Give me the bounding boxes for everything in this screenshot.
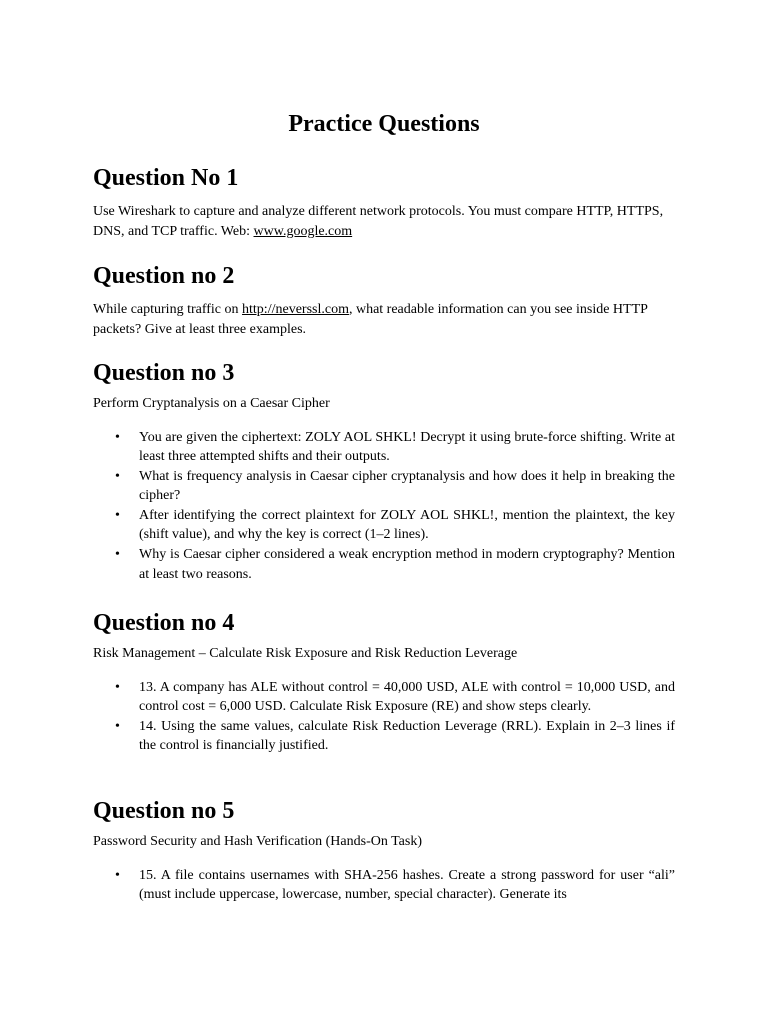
question-4-list — [93, 678, 675, 756]
question-3-list — [93, 428, 675, 585]
list-item — [93, 717, 675, 756]
bullet-icon: • — [115, 679, 120, 695]
question-3-heading: Question no 3 — [93, 360, 235, 386]
bullet-icon: • — [115, 547, 120, 563]
bullet-icon: • — [115, 867, 120, 883]
bullet-icon: • — [115, 468, 120, 484]
question-5-heading: Question no 5 — [93, 798, 235, 824]
list-item — [93, 467, 675, 506]
question-4-subtitle: Risk Management – Calculate Risk Exposure and Risk Reduction Leverage — [93, 646, 518, 661]
list-item — [93, 545, 675, 584]
question-2-text — [93, 300, 675, 339]
question-1-heading: Question No 1 — [93, 165, 239, 191]
question-3-subtitle: Perform Cryptanalysis on a Caesar Cipher — [93, 396, 330, 411]
question-1-text — [93, 202, 675, 241]
list-item — [93, 678, 675, 717]
list-item-text: What is frequency analysis in Caesar cipher cryptanalysis and how does it help in breaking the cipher? — [139, 468, 675, 504]
list-item — [93, 866, 675, 905]
question-1-text-main: Use Wireshark to capture and analyze different network protocols. You must compare HTTP, HTTPS, DNS, and TCP traffic. Web: — [93, 204, 664, 239]
list-item-text: Why is Caesar cipher considered a weak encryption method in modern cryptography? Mention at least two reasons. — [139, 547, 675, 582]
question-5-section — [93, 796, 675, 905]
list-item-text: 13. A company has ALE without control = 40,000 USD, ALE with control = 10,000 USD, and control cost = 6,000 USD. Calculate Risk Exposure (RE) and show steps clearly. — [139, 679, 675, 715]
question-2-heading: Question no 2 — [93, 263, 235, 289]
question-4-heading: Question no 4 — [93, 610, 235, 636]
neverssl-link[interactable]: http://neverssl.com — [242, 302, 349, 317]
question-3-section — [93, 358, 675, 584]
question-2-section — [93, 261, 675, 339]
list-item — [93, 428, 675, 467]
list-item — [93, 506, 675, 545]
question-5-subtitle: Password Security and Hash Verification (Hands-On Task) — [93, 834, 422, 849]
bullet-icon: • — [115, 718, 120, 734]
list-item-text: 14. Using the same values, calculate Risk Reduction Leverage (RRL). Explain in 2–3 lines if the control is financially justified. — [139, 718, 675, 754]
list-item-text: After identifying the correct plaintext for ZOLY AOL SHKL!, mention the plaintext, the key (shift value), and why the key is correct (1–2 lines). — [139, 507, 675, 543]
google-link[interactable]: www.google.com — [253, 223, 353, 239]
question-5-list — [93, 866, 675, 905]
list-item-text: You are given the ciphertext: ZOLY AOL SHKL! Decrypt it using brute-force shifting. Write at least three attempted shifts and their outputs. — [139, 429, 675, 465]
question-1-section — [93, 163, 675, 241]
bullet-icon: • — [115, 507, 120, 523]
question-2-text-before: While capturing traffic on — [93, 302, 243, 317]
list-item-text: 15. A file contains usernames with SHA-256 hashes. Create a strong password for user “ali” (must include uppercase, lowercase, number, special character). Generate its — [139, 867, 675, 903]
page-title: Practice Questions — [288, 111, 480, 137]
question-2-text-after: , what readable information can you see inside HTTP packets? Give at least three examples. — [93, 302, 648, 337]
question-4-section — [93, 608, 675, 756]
bullet-icon: • — [115, 429, 120, 445]
